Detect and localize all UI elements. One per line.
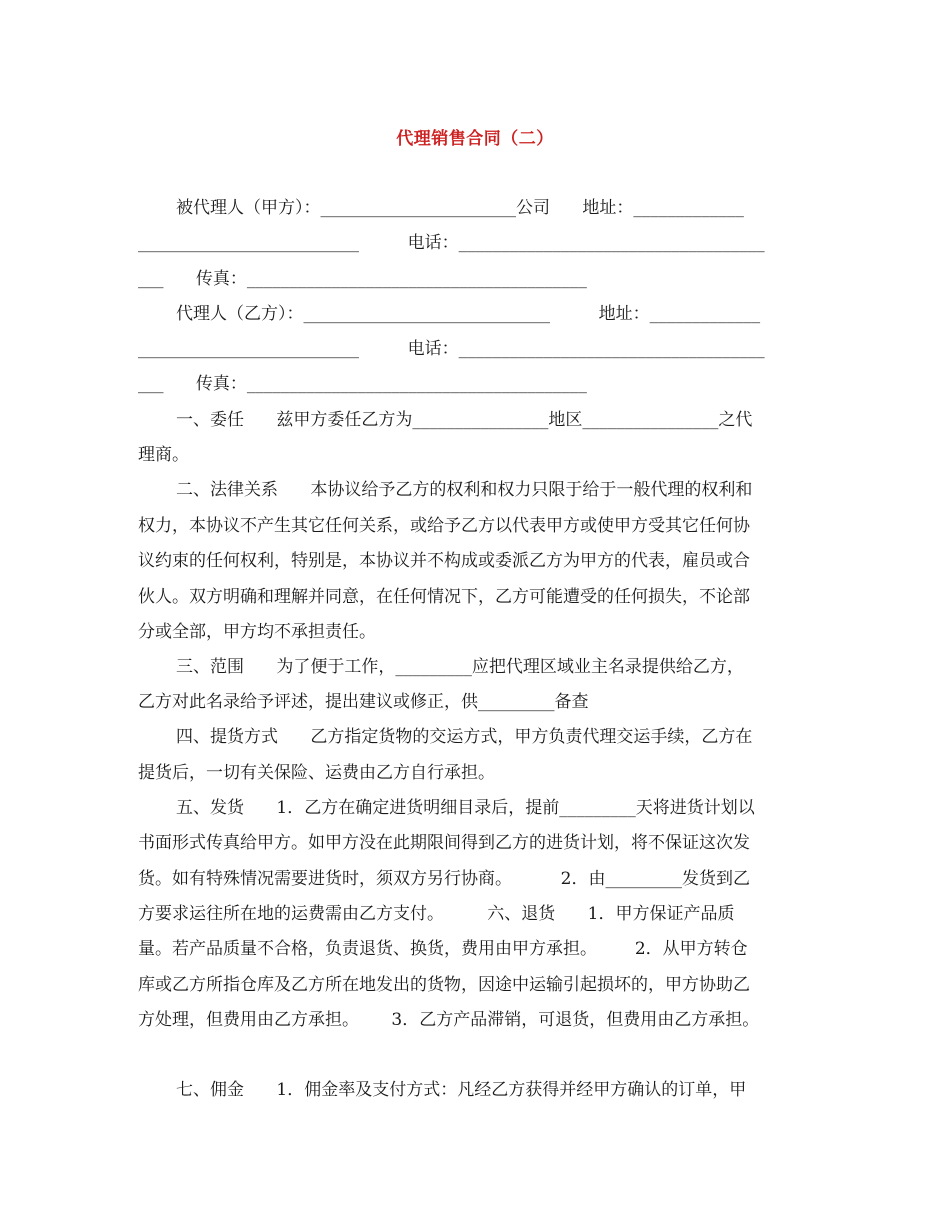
section-6-line: 库或乙方所指仓库及乙方所在地发出的货物，因途中运输引起损坏的，甲方协助乙 [138,975,750,995]
section-3-line: 三、范围 为了便于工作，_________应把代理区域业主名录提供给乙方， [176,657,744,677]
section-5-line: 书面形式传真给甲方。如甲方没在此期限间得到乙方的进货计划，将不保证这次发 [138,833,750,853]
section-2-line: 伙人。双方明确和理解并同意，在任何情况下，乙方可能遭受的任何损失，不论部 [138,587,750,607]
section-5-line: 五、发货 1．乙方在确定进货明细目录后，提前_________天将进货计划以 [176,798,755,818]
party-b-fax-line: ___ 传真：________________________________________ [138,374,587,394]
section-3-line: 乙方对此名录给予评述，提出建议或修正，供_________备查 [138,692,589,712]
section-1-line: 理商。 [138,445,189,465]
section-5-line: 货。如有特殊情况需要进货时，须双方另行协商。 2．由_________发货到乙 [138,869,750,889]
party-a-fax-line: ___ 传真：________________________________________ [138,269,587,289]
party-b-phone-line: __________________________ 电话：____________________________________ [138,339,765,359]
section-7-line: 七、佣金 1．佣金率及支付方式：凡经乙方获得并经甲方确认的订单，甲 [176,1080,747,1100]
party-b-line: 代理人（乙方）：_____________________________ 地址：_____________ [176,304,761,324]
section-2-line: 议约束的任何权利，特别是，本协议并不构成或委派乙方为甲方的代表，雇员或合 [138,551,750,571]
section-5-6-line: 方要求运往所在地的运费需由乙方支付。 六、退货 1．甲方保证产品质 [138,904,735,924]
party-a-phone-line: __________________________ 电话：____________________________________ [138,233,765,253]
document-title: 代理销售合同（二） [396,129,554,149]
section-6-line: 方处理，但费用由乙方承担。 3．乙方产品滞销，可退货，但费用由乙方承担。 [138,1010,760,1030]
party-a-line: 被代理人（甲方）：_______________________公司 地址：_____________ [176,198,744,218]
section-2-line: 分或全部，甲方均不承担责任。 [138,622,376,642]
section-6-line: 量。若产品质量不合格，负责退货、换货，费用由甲方承担。 2．从甲方转仓 [138,939,748,959]
section-2-line: 权力，本协议不产生其它任何关系，或给予乙方以代表甲方或使甲方受其它任何协 [138,516,750,536]
section-4-line: 提货后，一切有关保险、运费由乙方自行承担。 [138,763,495,783]
section-2-line: 二、法律关系 本协议给予乙方的权利和权力只限于给于一般代理的权利和 [176,480,753,500]
section-4-line: 四、提货方式 乙方指定货物的交运方式，甲方负责代理交运手续，乙方在 [176,727,753,747]
section-1-line: 一、委任 兹甲方委任乙方为________________地区________________之代 [176,410,753,430]
